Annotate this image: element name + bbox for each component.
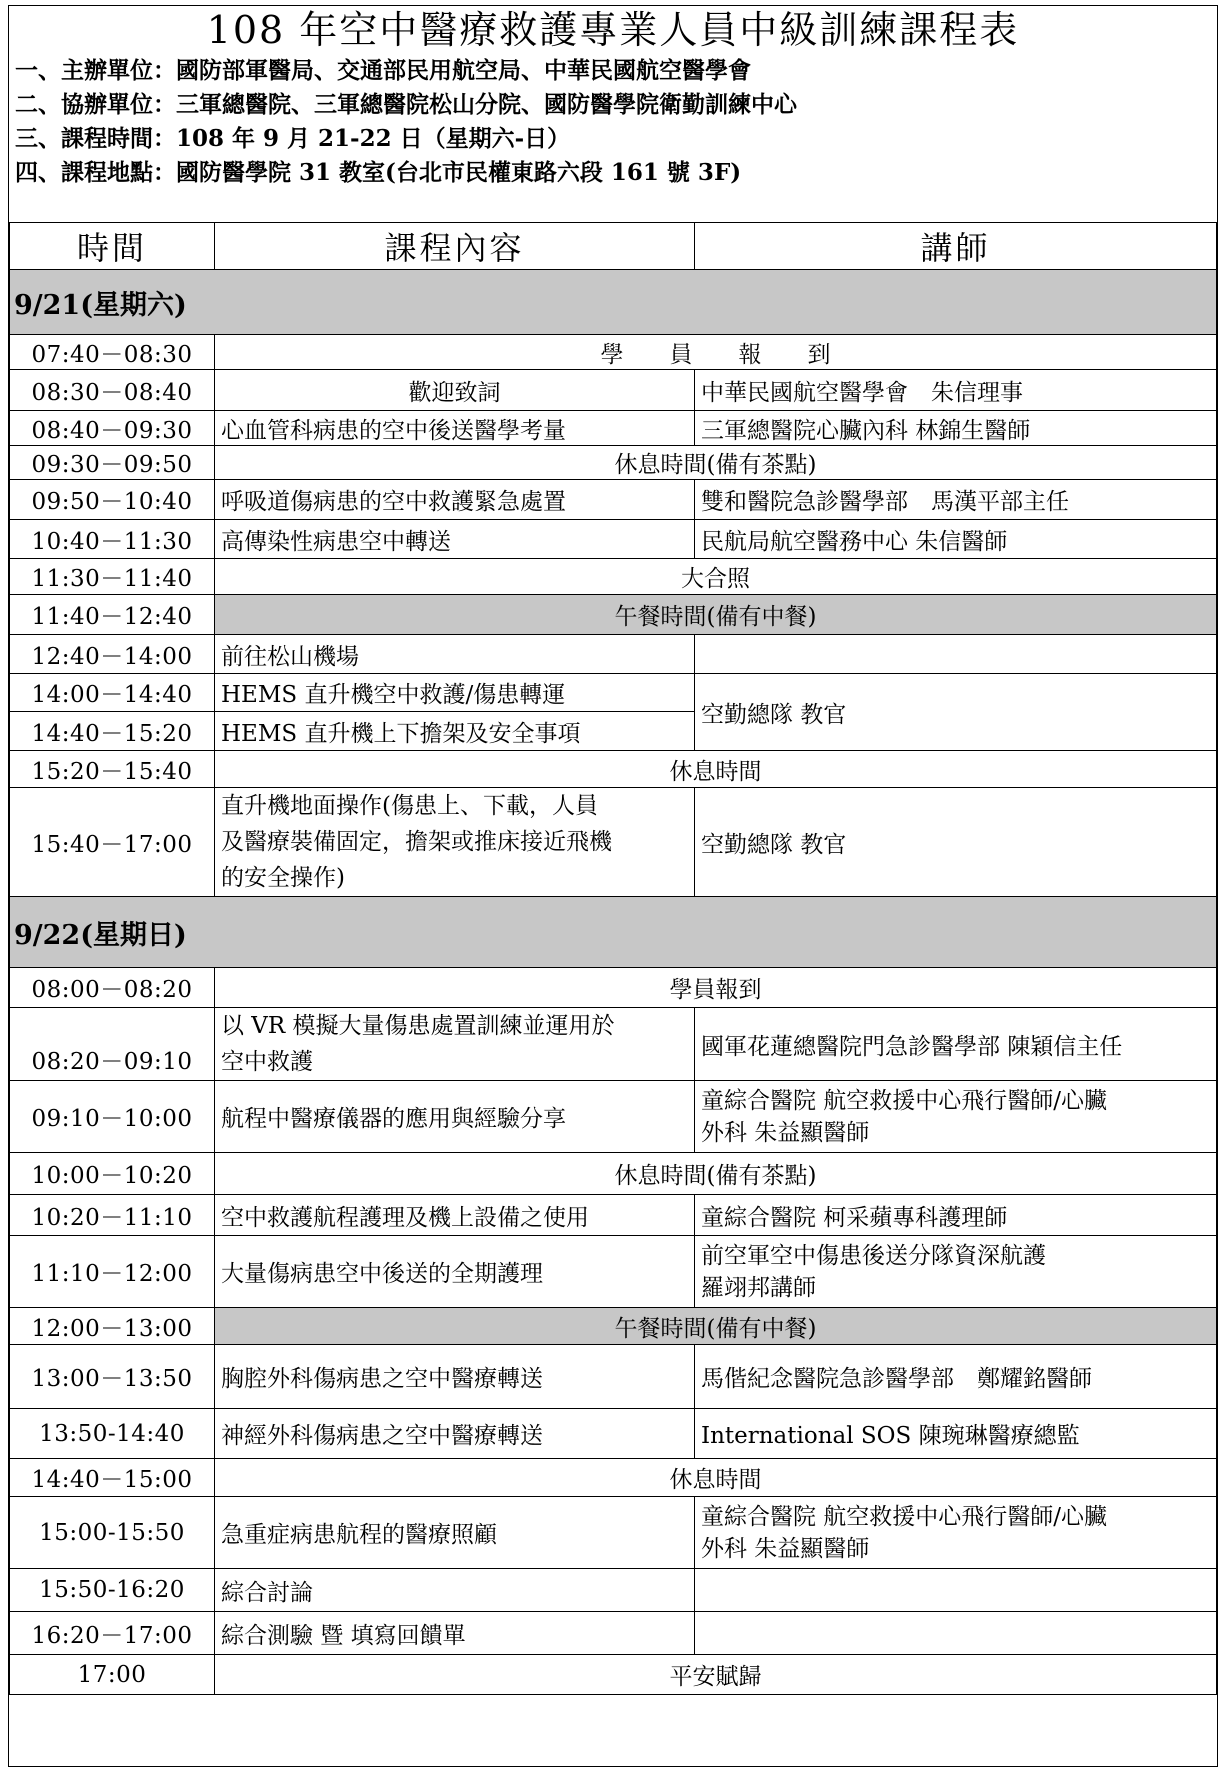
info-course-location: 四、課程地點：國防醫學院 31 教室(台北市民權東路六段 161 號 3F) [15,159,742,186]
time-cell: 12:00－13:00 [10,1308,215,1345]
table-row [10,559,1217,595]
day-label: 9/21(星期六) [10,270,1217,335]
content-cell: HEMS 直升機空中救護/傷患轉運 [215,674,695,712]
time-cell: 15:20－15:40 [10,751,215,788]
lecturer-cell [695,1612,1217,1655]
day-row-2 [10,897,1217,968]
span-cell: 學 員 報 到 [215,335,1217,370]
time-cell: 07:40－08:30 [10,335,215,370]
info-organizer: 一、主辦單位：國防部軍醫局、交通部民用航空局、中華民國航空醫學會 [15,57,751,84]
header-lecturer: 講師 [695,223,1217,270]
content-cell: HEMS 直升機上下擔架及安全事項 [215,712,695,751]
content-cell: 胸腔外科傷病患之空中醫療轉送 [215,1345,695,1409]
lecturer-line: 外科 朱益顯醫師 [701,1119,870,1146]
table-row [10,1655,1217,1695]
table-row [10,751,1217,788]
table-row [10,480,1217,520]
content-line: 空中救護 [221,1049,313,1075]
time-cell: 09:30－09:50 [10,446,215,480]
table-row [10,1569,1217,1612]
time-cell: 10:00－10:20 [10,1153,215,1195]
lecturer-line: 童綜合醫院 航空救援中心飛行醫師/心臟 [701,1087,1108,1114]
content-cell: 空中救護航程護理及機上設備之使用 [215,1195,695,1236]
time-cell: 11:30－11:40 [10,559,215,595]
span-cell: 休息時間(備有茶點) [215,1153,1217,1195]
content-cell [215,1008,695,1081]
lecturer-line: 外科 朱益顯醫師 [701,1535,870,1562]
content-cell: 綜合討論 [215,1569,695,1612]
lecturer-line: 羅翊邦講師 [701,1274,816,1301]
time-cell: 08:00－08:20 [10,968,215,1008]
table-row [10,968,1217,1008]
table-row [10,635,1217,674]
lecturer-cell [695,1081,1217,1153]
table-row [10,335,1217,370]
lecturer-cell: 雙和醫院急診醫學部 馬漢平部主任 [695,480,1217,520]
lecturer-cell [695,1569,1217,1612]
lecturer-cell: 馬偕紀念醫院急診醫學部 鄭耀銘醫師 [695,1345,1217,1409]
time-cell: 17:00 [10,1655,215,1695]
content-cell: 急重症病患航程的醫療照顧 [215,1497,695,1569]
lecturer-line: 前空軍空中傷患後送分隊資深航護 [701,1242,1046,1269]
table-row [10,1345,1217,1409]
lecturer-cell: 三軍總醫院心臟內科 林錦生醫師 [695,411,1217,446]
table-row [10,1612,1217,1655]
lunch-cell: 午餐時間(備有中餐) [215,1308,1217,1345]
header-time: 時間 [10,223,215,270]
time-cell: 12:40－14:00 [10,635,215,674]
lecturer-cell [695,1497,1217,1569]
table-row [10,1153,1217,1195]
time-cell: 14:00－14:40 [10,674,215,712]
content-cell [215,788,695,897]
lecturer-cell [695,1236,1217,1308]
page-title: 108 年空中醫療救護專業人員中級訓練課程表 [206,8,1020,52]
time-cell: 13:00－13:50 [10,1345,215,1409]
table-row [10,1497,1217,1569]
day-label: 9/22(星期日) [10,897,1217,968]
content-cell: 前往松山機場 [215,635,695,674]
content-cell: 大量傷病患空中後送的全期護理 [215,1236,695,1308]
lecturer-cell: 童綜合醫院 柯采蘋專科護理師 [695,1195,1217,1236]
span-cell: 平安賦歸 [215,1655,1217,1695]
time-cell: 15:00-15:50 [10,1497,215,1569]
time-cell: 14:40－15:00 [10,1459,215,1497]
time-cell: 13:50-14:40 [10,1409,215,1459]
lunch-cell: 午餐時間(備有中餐) [215,595,1217,635]
span-cell: 休息時間(備有茶點) [215,446,1217,480]
time-cell: 15:40－17:00 [10,788,215,897]
lecturer-cell [695,635,1217,674]
info-course-time: 三、課程時間：108 年 9 月 21-22 日（星期六-日） [15,125,571,152]
content-line: 直升機地面操作(傷患上、下載，人員 [221,793,598,819]
table-row [10,520,1217,559]
time-cell: 08:40－09:30 [10,411,215,446]
time-cell: 16:20－17:00 [10,1612,215,1655]
content-line: 及醫療裝備固定，擔架或推床接近飛機 [221,829,612,855]
table-row [10,1409,1217,1459]
schedule-sheet [8,5,1218,1767]
table-row [10,1236,1217,1308]
header-content: 課程內容 [215,223,695,270]
info-co-organizer: 二、協辦單位：三軍總醫院、三軍總醫院松山分院、國防醫學院衛勤訓練中心 [15,91,797,118]
lecturer-line: 童綜合醫院 航空救援中心飛行醫師/心臟 [701,1503,1108,1530]
time-cell: 11:10－12:00 [10,1236,215,1308]
content-cell: 神經外科傷病患之空中醫療轉送 [215,1409,695,1459]
time-cell: 14:40－15:20 [10,712,215,751]
content-cell: 高傳染性病患空中轉送 [215,520,695,559]
table-row [10,411,1217,446]
table-row [10,1195,1217,1236]
table-row [10,370,1217,411]
table-row [10,595,1217,635]
schedule-table [9,222,1217,1695]
time-cell: 08:20－09:10 [10,1008,215,1081]
lecturer-cell: 空勤總隊 教官 [695,674,1217,751]
lecturer-cell: 國軍花蓮總醫院門急診醫學部 陳穎信主任 [695,1008,1217,1081]
span-cell: 學員報到 [215,968,1217,1008]
table-row [10,674,1217,712]
time-cell: 11:40－12:40 [10,595,215,635]
time-cell: 09:10－10:00 [10,1081,215,1153]
table-row [10,1308,1217,1345]
content-line: 以 VR 模擬大量傷患處置訓練並運用於 [221,1013,615,1039]
content-cell: 心血管科病患的空中後送醫學考量 [215,411,695,446]
content-cell: 航程中醫療儀器的應用與經驗分享 [215,1081,695,1153]
time-cell: 10:40－11:30 [10,520,215,559]
day-row-1 [10,270,1217,335]
lecturer-cell: International SOS 陳琬琳醫療總監 [695,1409,1217,1459]
content-line: 的安全操作) [221,865,345,891]
time-cell: 10:20－11:10 [10,1195,215,1236]
content-cell: 歡迎致詞 [215,370,695,411]
table-row [10,1081,1217,1153]
time-cell: 09:50－10:40 [10,480,215,520]
table-row [10,1459,1217,1497]
table-row [10,446,1217,480]
content-cell: 呼吸道傷病患的空中救護緊急處置 [215,480,695,520]
lecturer-cell: 中華民國航空醫學會 朱信理事 [695,370,1217,411]
time-cell: 08:30－08:40 [10,370,215,411]
span-cell: 大合照 [215,559,1217,595]
header-row [10,223,1217,270]
table-row [10,788,1217,897]
span-cell: 休息時間 [215,751,1217,788]
content-cell: 綜合測驗 暨 填寫回饋單 [215,1612,695,1655]
lecturer-cell: 民航局航空醫務中心 朱信醫師 [695,520,1217,559]
span-cell: 休息時間 [215,1459,1217,1497]
lecturer-cell: 空勤總隊 教官 [695,788,1217,897]
time-cell: 15:50-16:20 [10,1569,215,1612]
table-row [10,1008,1217,1081]
